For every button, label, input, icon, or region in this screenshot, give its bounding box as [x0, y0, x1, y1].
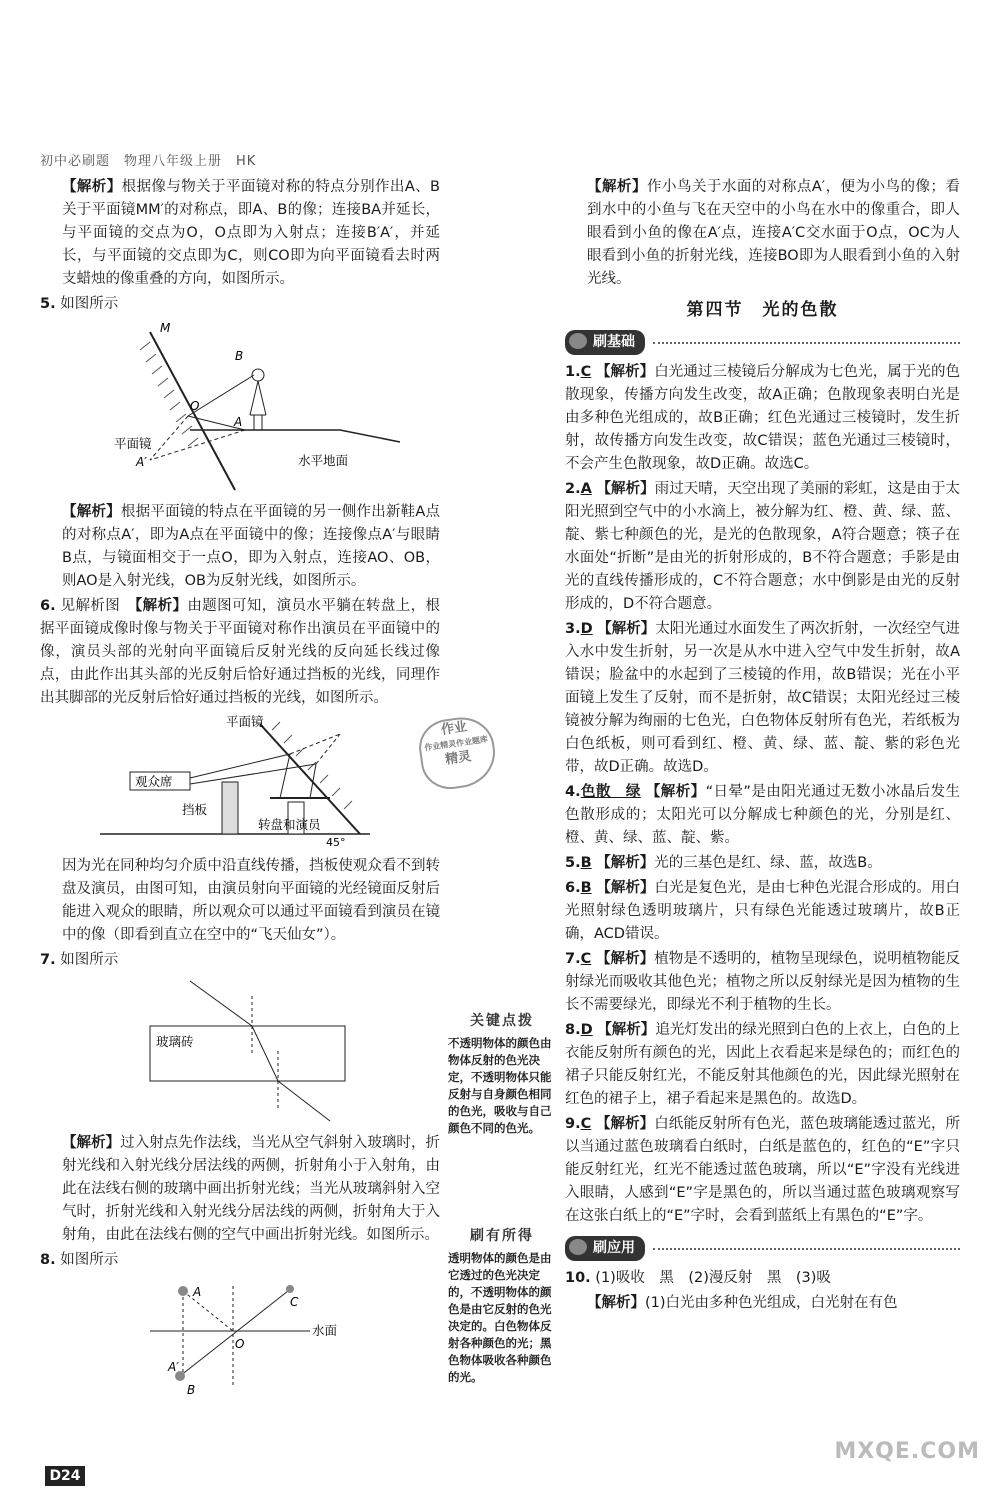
- fig8-label-b: B: [187, 1383, 196, 1397]
- answer-choice: 色散 绿: [580, 784, 641, 800]
- answer-tag: 【解析】: [596, 481, 655, 497]
- answer-item: [565, 618, 960, 779]
- q7-title: 7. 如图所示: [40, 952, 119, 968]
- answer-num: 1.: [565, 364, 581, 380]
- answer-tag: 【解析】: [596, 880, 655, 896]
- side-box1-title: 关键点拨: [470, 1013, 534, 1029]
- answer-tag: 【解析】: [595, 1116, 655, 1132]
- fig5-label-mirror: 平面镜: [114, 436, 152, 451]
- answer-tag: 【解析】: [645, 784, 706, 800]
- q10-answer: 10. (1)吸收 黑 (2)漫反射 黑 (3)吸: [565, 1270, 831, 1286]
- answer-choice: D: [580, 621, 593, 637]
- figure-q6-svg: [40, 714, 440, 849]
- answer-choice: C: [580, 951, 592, 967]
- answer-text: 光的三基色是红、绿、蓝，故选B。: [654, 855, 882, 871]
- fig6-label-angle: 45°: [326, 836, 346, 849]
- answer-choice: B: [580, 855, 592, 871]
- side-box2-title: 刷有所得: [470, 1228, 534, 1244]
- watermark: MXQE.COM: [834, 1439, 980, 1464]
- answer-item: [565, 1019, 960, 1111]
- answer-item: [565, 478, 960, 616]
- answer-text: 雨过天晴，天空出现了美丽的彩虹，这是由于太阳光照到空气中的小水滴上，被分解为红、橙、黄、绿、蓝、靛、紫七种颜色的光，是光的色散现象，A符合题意；筷子在水面处“折断”是由光的折射形成的，B不符合题意；手影是由光的直线传播形成的，C不符合题意；水中倒影是由光的反射形成的，D不符合题意。: [565, 481, 961, 612]
- figure-q8: [40, 1276, 440, 1401]
- answer-text: 追光灯发出的绿光照到白色的上衣上，白色的上衣能反射所有颜色的光，因此上衣看起来是绿色的；而红色的裙子只能反射红光，不能反射其他颜色的光，因此绿光照射在红色的裙子上，裙子看起来是黑色的。故选D。: [565, 1022, 961, 1107]
- answer-text: “日晕”是由阳光通过无数小冰晶后发生色散形成的；太阳光可以分解成七种颜色的光，分别是红、橙、黄、绿、蓝、靛、紫。: [565, 784, 961, 846]
- section-title: 第四节 光的色散: [686, 300, 839, 320]
- q10-analysis: 【解析】(1)白光由多种色光组成，白光射在有色: [587, 1295, 898, 1311]
- answer-text: 白光通过三棱镜后分解成为七色光，属于光的色散现象，传播方向发生改变，故A正确；色散现象表明白光是由多种色光组成的，故B正确；红色光通过三棱镜时，发生折射，故传播方向发生改变，故C错误；蓝色光通过三棱镜时，不会产生色散现象，故D正确。故选C。: [565, 364, 961, 472]
- answer-list: [565, 361, 960, 1228]
- page-header: 初中必刷题 物理八年级上册 HK: [40, 154, 257, 169]
- figure-q6: [40, 714, 440, 849]
- fig8-label-o: O: [235, 1337, 245, 1351]
- side-box2-text: 透明物体的颜色是由它透过的色光决定的，不透明物体的颜色是由它反射的色光决定的。白色物体反射各种颜色的光；黑色物体吸收各种颜色的光。: [448, 1251, 552, 1384]
- answer-item: [565, 361, 960, 476]
- answer-choice: C: [580, 1116, 592, 1132]
- fig8-label-c: C: [290, 1295, 299, 1309]
- answer-text: 太阳光通过水面发生了两次折射，一次经空气进入水中发生折射，另一次是从水中进入空气中发生折射，故A错误；脸盆中的水起到了三棱镜的作用，故B错误；光在小平面镜上发生了反射，而不是折射，故C错误；太阳光经过三棱镜被分解为绚丽的七色光，白色物体反射所有色光，若纸板为白色纸板，则可看到红、橙、黄、绿、蓝、靛、紫的彩色光带，故D正确。故选D。: [565, 621, 961, 775]
- stamp-mid: 作业精灵作业题库: [423, 734, 489, 753]
- answer-num: 4.: [565, 784, 581, 800]
- side-box1-text: 不透明物体的颜色由物体反射的色光决定，不透明物体只能反射与自身颜色相同的色光，吸收与自己颜色不同的色光。: [448, 1036, 552, 1135]
- answer-choice: D: [580, 1022, 593, 1038]
- q5-title: 5. 如图所示: [40, 296, 119, 312]
- answer-text: 植物是不透明的，植物呈现绿色，说明植物能反射绿光而吸收其他色光；植物之所以反射绿光是因为植物的生长不需要绿光，即绿光不利于植物的生长。: [565, 951, 961, 1013]
- q8-analysis: 【解析】作小鸟关于水面的对称点A′，便为小鸟的像；看到水中的小鱼与飞在天空中的小鸟在水中的像重合，即人眼看到小鱼的像在A′点，连接A′C交水面于O点，OC为人眼看到小鱼的折射光线，连接BO即为人眼看到小鱼的入射光线。: [587, 179, 960, 287]
- figure-q5: [40, 320, 440, 495]
- answer-text: 白光是复色光，是由七种色光混合形成的。用白光照射绿色透明玻璃片，只有绿色光能透过玻璃片，故B正确，ACD错误。: [565, 880, 961, 942]
- answer-tag: 【解析】: [596, 855, 655, 871]
- answer-text: 白纸能反射所有色光，蓝色玻璃能透过蓝光，所以当通过蓝色玻璃看白纸时，白纸是蓝色的，红色的“E”字只能反射红光，红光不能透过蓝色玻璃，所以“E”字没有光线进入眼睛，人感到“E”字是黑色的，所以当通过蓝色玻璃观察写在这张白纸上的“E”字时，会看到蓝纸上有黑色的“E”字。: [565, 1116, 961, 1224]
- left-column: [40, 176, 440, 1407]
- fig6-label-mirror: 平面镜: [226, 714, 264, 729]
- figure-q7-svg: [40, 976, 440, 1126]
- fig7-label-glass: 玻璃砖: [156, 1034, 194, 1049]
- fig8-label-a: A: [193, 1285, 202, 1299]
- figure-q5-svg: [40, 320, 440, 495]
- answer-item: [565, 948, 960, 1017]
- answer-num: 2.: [565, 481, 581, 497]
- answer-num: 3.: [565, 621, 581, 637]
- answer-num: 5.: [565, 855, 581, 871]
- fig5-label-b: B: [235, 349, 244, 363]
- answer-item: [565, 781, 960, 850]
- answer-item: [565, 1113, 960, 1228]
- fig5-label-a-prime: A′: [136, 455, 147, 469]
- stamp-top: 作业: [440, 719, 469, 738]
- answer-num: 7.: [565, 951, 581, 967]
- answer-tag: 【解析】: [597, 1022, 656, 1038]
- answer-choice: C: [580, 364, 592, 380]
- answer-tag: 【解析】: [595, 364, 655, 380]
- stamp-bottom: 精灵: [444, 749, 473, 768]
- answer-item: [565, 852, 960, 875]
- answer-num: 8.: [565, 1022, 581, 1038]
- answer-choice: B: [580, 880, 592, 896]
- fig8-label-a-prime: A′: [168, 1360, 179, 1374]
- q4-analysis: 【解析】根据像与物关于平面镜对称的特点分别作出A、B关于平面镜MM′的对称点，即A、B的像；连接BA并延长，与平面镜的交点为O，O点即为入射点；连接B′A′，并延长，与平面镜的交点即为C，则CO即为向平面镜看去时两支蜡烛的像重叠的方向，如图所示。: [62, 179, 440, 287]
- right-column: [565, 176, 960, 1317]
- fig8-label-water: 水面: [312, 1323, 338, 1338]
- answer-tag: 【解析】: [595, 951, 655, 967]
- figure-q7: [40, 976, 440, 1126]
- fig5-label-o: O: [190, 399, 200, 413]
- answer-tag: 【解析】: [597, 621, 656, 637]
- figure-q8-svg: [40, 1276, 440, 1401]
- q8-title: 8. 如图所示: [40, 1252, 119, 1268]
- q6-analysis: 6. 见解析图 【解析】由题图可知，演员水平躺在转盘上，根据平面镜成像时像与物关于平面镜对称作出演员在平面镜中的像，演员头部的光射向平面镜后反射光线的反向延长线过像点，由此作出其头部的光反射后恰好通过挡板的光线，同理作出其脚部的光反射后恰好通过挡板的光线，如图所示。: [40, 598, 441, 706]
- q5-analysis: 【解析】根据平面镜的特点在平面镜的另一侧作出新鞋A点的对称点A′，即为A点在平面镜中的像；连接像点A′与眼睛B点，与镜面相交于一点O，即为入射点，连接AO、OB，则AO是入射光线，OB为反射光线，如图所示。: [62, 504, 441, 589]
- side-notes: [448, 1010, 556, 1386]
- answer-item: [565, 877, 960, 946]
- fig5-label-m: M: [160, 321, 171, 335]
- page-number: D24: [45, 1466, 85, 1486]
- fig6-label-audience: 观众席: [135, 774, 173, 789]
- fig5-label-ground: 水平地面: [298, 453, 349, 468]
- fig5-label-a: A: [234, 415, 243, 429]
- badge-apply: 刷应用: [565, 1236, 960, 1261]
- answer-num: 9.: [565, 1116, 581, 1132]
- q6-extra: 因为光在同种均匀介质中沿直线传播，挡板使观众看不到转盘及演员，由图可知，由演员射向平面镜的光经镜面反射后能进入观众的眼睛，所以观众可以通过平面镜看到演员在镜中的像（即看到直立在空中的“飞天仙女”）。: [62, 858, 440, 943]
- answer-num: 6.: [565, 880, 581, 896]
- fig6-label-stage: 转盘和演员: [258, 817, 321, 832]
- answer-choice: A: [580, 481, 592, 497]
- fig6-label-board: 挡板: [182, 802, 208, 817]
- badge-basic: 刷基础: [565, 330, 960, 355]
- q7-analysis: 【解析】过入射点先作法线，当光从空气斜射入玻璃时，折射光线和入射光线分居法线的两侧，折射角小于入射角，由此在法线右侧的玻璃中画出折射光线；当光从玻璃斜射入空气时，折射光线和入射光线分居法线的两侧，折射角大于入射角，由此在法线右侧的空气中画出折射光线。如图所示。: [62, 1135, 441, 1243]
